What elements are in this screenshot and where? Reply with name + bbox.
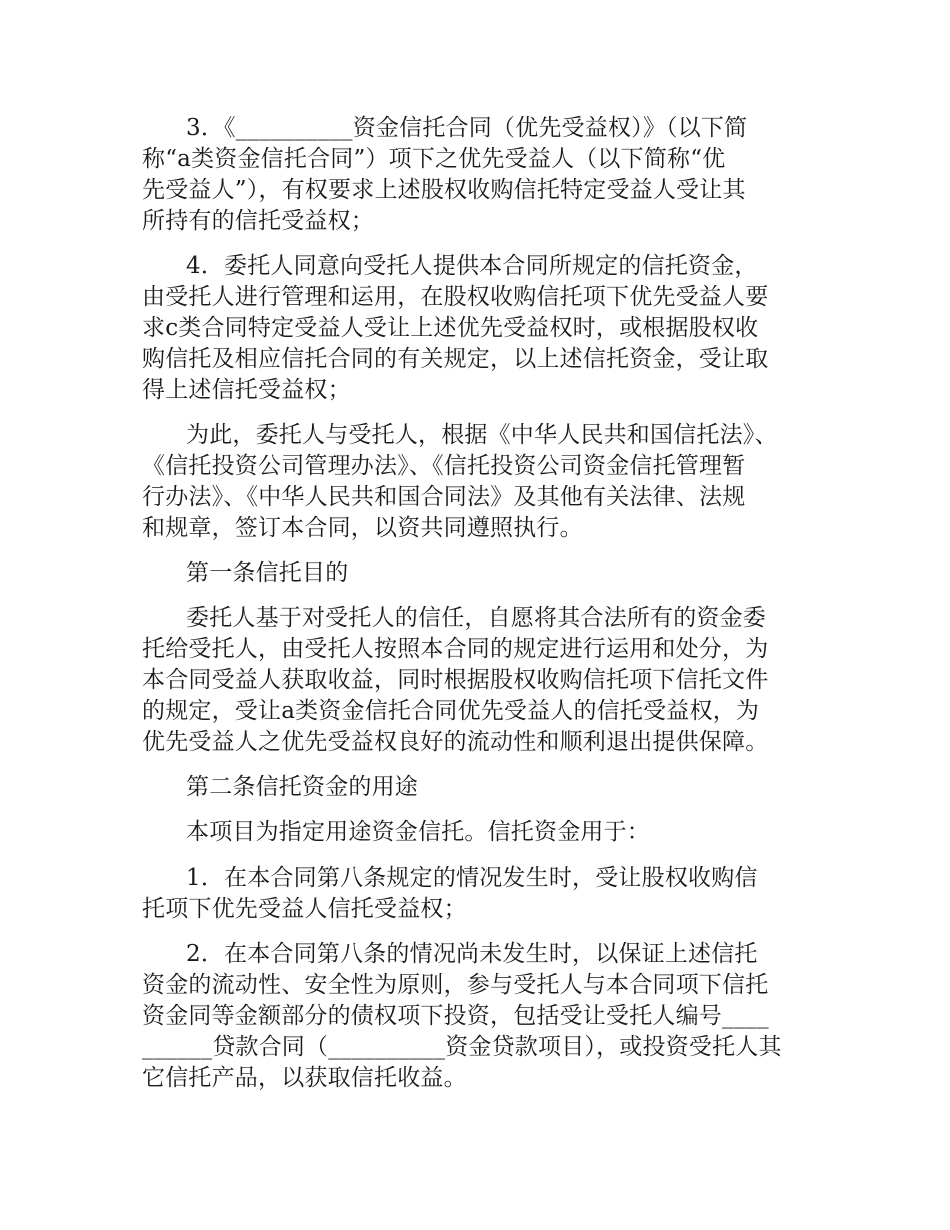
text-line: 本合同受益人获取收益，同时根据股权收购信托项下信托文件 <box>142 667 769 693</box>
text-line: 它信托产品，以获取信托收益。 <box>142 1065 467 1091</box>
text-line: 4．委托人同意向受托人提供本合同所规定的信托资金， <box>186 253 758 279</box>
text-line: 资金的流动性、安全性为原则，参与受托人与本合同项下信托 <box>142 972 769 998</box>
text-line: 行办法》、《中华人民共和国合同法》及其他有关法律、法规 <box>142 484 746 510</box>
text-line: 委托人基于对受托人的信任，自愿将其合法所有的资金委 <box>186 605 766 631</box>
article-2-item-2 <box>142 939 822 1094</box>
text-line: 本项目为指定用途资金信托。信托资金用于： <box>186 819 650 845</box>
paragraph-legal-basis <box>142 420 822 544</box>
article-2-intro <box>142 817 822 848</box>
text-line: 求c类合同特定受益人受让上述优先受益权时，或根据股权收 <box>142 315 759 341</box>
article-2-heading <box>142 772 822 803</box>
text-line: 第一条信托目的 <box>186 560 349 586</box>
article-1-heading <box>142 558 822 589</box>
text-line: 托给受托人，由受托人按照本合同的规定进行运用和处分，为 <box>142 636 769 662</box>
paragraph-clause-4 <box>142 251 822 406</box>
text-line: 优先受益人之优先受益权良好的流动性和顺利退出提供保障。 <box>142 729 769 755</box>
text-line: 得上述信托受益权； <box>142 377 351 403</box>
text-line: 所持有的信托受益权； <box>142 208 374 234</box>
text-line: 由受托人进行管理和运用，在股权收购信托项下优先受益人要 <box>142 284 769 310</box>
text-line: 《信托投资公司管理办法》、《信托投资公司资金信托管理暂 <box>142 453 746 479</box>
text-line: 2．在本合同第八条的情况尚未发生时，以保证上述信托 <box>186 941 758 967</box>
text-line: 购信托及相应信托合同的有关规定，以上述信托资金，受让取 <box>142 346 769 372</box>
text-line: 3．《__________资金信托合同（优先受益权）》（以下简 <box>186 115 748 141</box>
article-1-body <box>142 603 822 758</box>
text-line: ______贷款合同（__________资金贷款项目），或投资受托人其 <box>142 1034 782 1060</box>
text-line: 第二条信托资金的用途 <box>186 774 418 800</box>
text-line: 1．在本合同第八条规定的情况发生时，受让股权收购信 <box>186 865 758 891</box>
text-line: 和规章，签订本合同，以资共同遵照执行。 <box>142 515 583 541</box>
text-line: 为此，委托人与受托人，根据《中华人民共和国信托法》、 <box>186 422 778 448</box>
text-line: 资金同等金额部分的债权项下投资，包括受让受托人编号____ <box>142 1003 769 1029</box>
article-2-item-1 <box>142 863 822 925</box>
text-line: 先受益人”），有权要求上述股权收购信托特定受益人受让其 <box>142 177 746 203</box>
text-line: 托项下优先受益人信托受益权； <box>142 896 467 922</box>
paragraph-clause-3 <box>142 113 822 237</box>
text-line: 的规定，受让a类资金信托合同优先受益人的信托受益权，为 <box>142 698 760 724</box>
text-line: 称“a类资金信托合同”）项下之优先受益人（以下简称“优 <box>142 146 726 172</box>
